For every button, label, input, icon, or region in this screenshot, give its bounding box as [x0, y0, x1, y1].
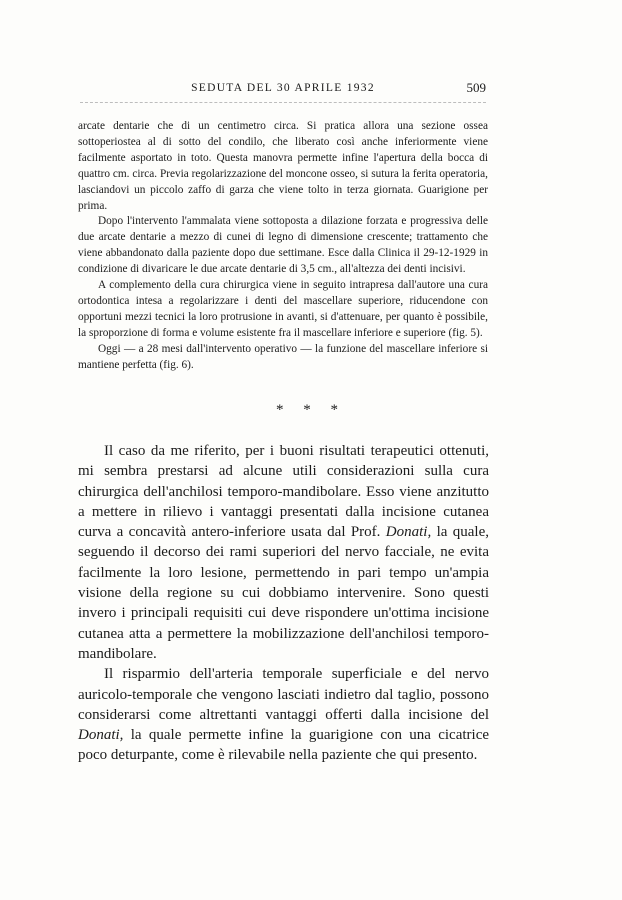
paragraph-2-text-a: Il risparmio dell'arteria temporale superficiale e del nervo auricolo-temporale che vengono lasciati indietro dal taglio, possono considerarsi come altrettanti vantaggi offerti dalla incisione del: [78, 666, 489, 723]
small-paragraph-2: Dopo l'intervento l'ammalata viene sottoposta a dilazione forzata e progressiva delle due arcate dentarie a mezzo di cunei di legno di dimensione crescente; trattamento che viene abbandonato dalla paziente dopo due settimane. Esce dalla Clinica il 29-12-1929 in condizione di divaricare le due arcate dentarie di 3,5 cm., all'altezza dei denti incisivi.: [78, 215, 488, 276]
author-name-donati: Donati,: [385, 524, 432, 541]
main-paragraph-2: [78, 664, 489, 765]
paragraph-1-text-b: la quale, seguendo il decorso dei rami superiori del nervo facciale, ne evita facilmente la loro lesione, permettendo in pari tempo un'ampia visione della regione su cui dobbiamo intervenire. Sono questi invero i principali requisiti cui deve rispondere un'ottima incisione cutanea atta a permettere la mobilizzazione dell'anchilosi temporo-mandibolare.: [78, 524, 489, 662]
small-paragraph-1: arcate dentarie che di un centimetro circa. Si pratica allora una sezione ossea sottoperiostea al di sotto del condilo, che liberato così anche inferiormente viene facilmente asportato in toto. Questa manovra permette infine l'apertura della bocca di quattro cm. circa. Previa regolarizzazione del moncone osseo, si sutura la ferita operatoria, lasciandovi un piccolo zaffo di garza che viene tolto in terza giornata. Guarigione per prima.: [78, 120, 488, 212]
author-name-donati-2: Donati,: [78, 727, 124, 744]
paragraph-2-text-b: la quale permette infine la guarigione con una cicatrice poco deturpante, come è rilevabile nella paziente che qui presento.: [78, 727, 490, 764]
page-header: [80, 80, 486, 100]
small-paragraph-4: Oggi — a 28 mesi dall'intervento operativo — la funzione del mascellare inferiore si mantiene perfetta (fig. 6).: [78, 342, 488, 371]
header-rule: [80, 102, 486, 103]
main-paragraph-1: [78, 441, 489, 664]
main-text-section: [78, 441, 489, 766]
page-number: 509: [466, 80, 486, 95]
running-title: SEDUTA DEL 30 APRILE 1932: [191, 82, 375, 94]
small-print-section: [78, 119, 488, 374]
section-separator: * * *: [276, 402, 346, 418]
small-paragraph-3: A complemento della cura chirurgica viene in seguito intrapresa dall'autore una cura ortodontica intesa a regolarizzare i denti del mascellare superiore, riducendone con opportuni mezzi tecnici la loro protrusione in avanti, si d'attenuare, per quanto è possibile, la sproporzione di forma e volume esistente fra il mascellare inferiore e superiore (fig. 5).: [78, 279, 488, 339]
paragraph-1-text-a: Il caso da me riferito, per i buoni risultati terapeutici ottenuti, mi sembra prestarsi ad alcune utili considerazioni sulla cura chirurgica dell'anchilosi temporo-mandibolare. Esso viene anzitutto a mettere in rilievo i vantaggi presentati dalla incisione cutanea curva a concavità antero-inferiore usata dal Prof.: [78, 443, 489, 541]
